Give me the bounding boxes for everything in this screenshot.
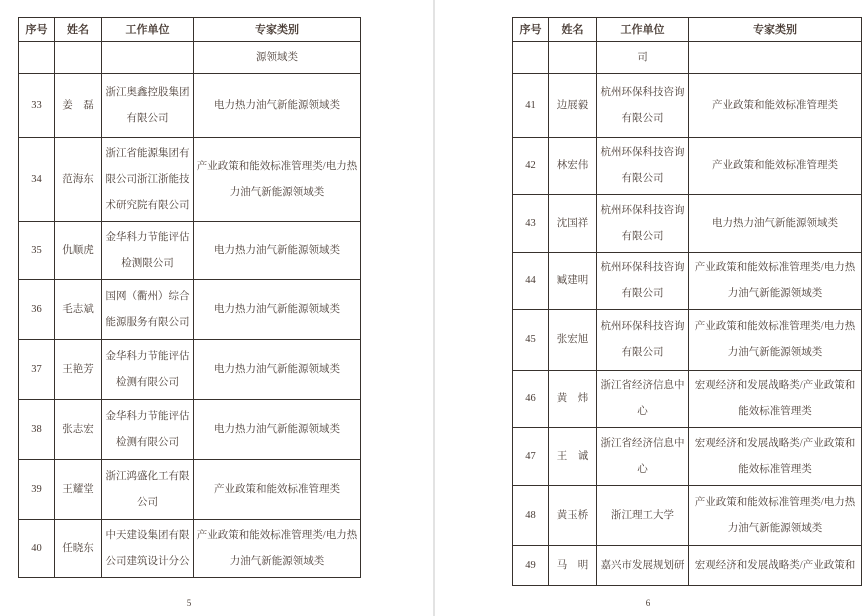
cell-category: 电力热力油气新能源领域类	[689, 195, 862, 253]
cell-name: 马 明	[549, 546, 597, 586]
document-page-6	[435, 0, 867, 616]
cell-name: 王 诚	[549, 428, 597, 486]
cell-no: 46	[513, 371, 549, 428]
cell-unit: 杭州环保科技咨询 有限公司	[597, 138, 689, 195]
cell-unit: 浙江奥鑫控股集团 有限公司	[102, 74, 194, 138]
cell-unit: 司	[597, 42, 689, 74]
cell-no: 38	[19, 400, 55, 460]
column-header-category: 专家类别	[194, 18, 361, 42]
cell-unit	[102, 42, 194, 74]
cell-unit: 杭州环保科技咨询 有限公司	[597, 253, 689, 310]
table-row-49	[513, 546, 862, 586]
cell-no: 37	[19, 340, 55, 400]
cell-name: 姜 磊	[55, 74, 102, 138]
cell-category: 源领域类	[194, 42, 361, 74]
cell-no: 36	[19, 280, 55, 340]
cell-no	[19, 42, 55, 74]
table-header-row	[19, 18, 361, 42]
cell-no: 42	[513, 138, 549, 195]
cell-unit: 杭州环保科技咨询 有限公司	[597, 310, 689, 371]
cell-name: 毛志斌	[55, 280, 102, 340]
cell-unit: 浙江理工大学	[597, 486, 689, 546]
cell-category: 产业政策和能效标准管理类/电力热 力油气新能源领域类	[194, 138, 361, 222]
table-row-40	[19, 520, 361, 578]
cell-name: 张宏旭	[549, 310, 597, 371]
cell-name: 林宏伟	[549, 138, 597, 195]
table-row-47	[513, 428, 862, 486]
cell-category: 电力热力油气新能源领域类	[194, 340, 361, 400]
cell-category: 产业政策和能效标准管理类	[689, 74, 862, 138]
cell-name: 范海东	[55, 138, 102, 222]
cell-unit: 浙江省经济信息中 心	[597, 371, 689, 428]
cell-no: 44	[513, 253, 549, 310]
cell-category: 电力热力油气新能源领域类	[194, 222, 361, 280]
table-row-33	[19, 74, 361, 138]
cell-category: 电力热力油气新能源领域类	[194, 400, 361, 460]
table-row-48	[513, 486, 862, 546]
cell-category: 电力热力油气新能源领域类	[194, 280, 361, 340]
column-header-category: 专家类别	[689, 18, 862, 42]
table-row-carryover	[19, 42, 361, 74]
column-header-no: 序号	[19, 18, 55, 42]
cell-unit: 金华科力节能评估 检测有限公司	[102, 400, 194, 460]
table-row-46	[513, 371, 862, 428]
cell-no: 49	[513, 546, 549, 586]
column-header-unit: 工作单位	[102, 18, 194, 42]
cell-no: 45	[513, 310, 549, 371]
cell-category: 产业政策和能效标准管理类/电力热 力油气新能源领域类	[689, 486, 862, 546]
cell-name: 黄玉桥	[549, 486, 597, 546]
cell-category: 宏观经济和发展战略类/产业政策和 能效标准管理类	[689, 428, 862, 486]
cell-unit: 金华科力节能评估 检测有限公司	[102, 340, 194, 400]
cell-name: 任晓东	[55, 520, 102, 578]
cell-no: 33	[19, 74, 55, 138]
document-page-5	[0, 0, 433, 616]
column-header-unit: 工作单位	[597, 18, 689, 42]
table-row-35	[19, 222, 361, 280]
table-row-41	[513, 74, 862, 138]
cell-category: 电力热力油气新能源领域类	[194, 74, 361, 138]
table-row-37	[19, 340, 361, 400]
expert-roster-table-page-5	[18, 17, 361, 578]
cell-unit: 中天建设集团有限 公司建筑设计分公	[102, 520, 194, 578]
cell-name: 沈国祥	[549, 195, 597, 253]
column-header-name: 姓名	[55, 18, 102, 42]
cell-unit: 浙江鸿盛化工有限 公司	[102, 460, 194, 520]
cell-name: 边展毅	[549, 74, 597, 138]
cell-category	[689, 42, 862, 74]
cell-no: 34	[19, 138, 55, 222]
expert-roster-table-page-6	[512, 17, 862, 586]
cell-no: 47	[513, 428, 549, 486]
cell-no: 41	[513, 74, 549, 138]
page-number: 6	[645, 598, 651, 608]
table-row-43	[513, 195, 862, 253]
cell-unit: 嘉兴市发展规划研	[597, 546, 689, 586]
table-row-36	[19, 280, 361, 340]
cell-no	[513, 42, 549, 74]
cell-name	[55, 42, 102, 74]
cell-no: 43	[513, 195, 549, 253]
cell-unit: 杭州环保科技咨询 有限公司	[597, 74, 689, 138]
cell-name: 仇顺虎	[55, 222, 102, 280]
cell-category: 产业政策和能效标准管理类	[689, 138, 862, 195]
page-number: 5	[186, 598, 192, 608]
cell-category: 产业政策和能效标准管理类/电力热 力油气新能源领域类	[689, 253, 862, 310]
table-row-39	[19, 460, 361, 520]
table-row-38	[19, 400, 361, 460]
cell-no: 35	[19, 222, 55, 280]
cell-category: 产业政策和能效标准管理类/电力热 力油气新能源领域类	[689, 310, 862, 371]
column-header-name: 姓名	[549, 18, 597, 42]
column-header-no: 序号	[513, 18, 549, 42]
cell-category: 产业政策和能效标准管理类	[194, 460, 361, 520]
cell-name: 王耀堂	[55, 460, 102, 520]
cell-category: 产业政策和能效标准管理类/电力热 力油气新能源领域类	[194, 520, 361, 578]
cell-unit: 国网（衢州）综合 能源服务有限公司	[102, 280, 194, 340]
cell-name: 张志宏	[55, 400, 102, 460]
table-row-42	[513, 138, 862, 195]
table-header-row	[513, 18, 862, 42]
cell-no: 40	[19, 520, 55, 578]
cell-no: 48	[513, 486, 549, 546]
table-row-45	[513, 310, 862, 371]
table-row-44	[513, 253, 862, 310]
cell-category: 宏观经济和发展战略类/产业政策和 能效标准管理类	[689, 371, 862, 428]
cell-name: 黄 炜	[549, 371, 597, 428]
cell-name	[549, 42, 597, 74]
table-row-34	[19, 138, 361, 222]
cell-unit: 杭州环保科技咨询 有限公司	[597, 195, 689, 253]
cell-category: 宏观经济和发展战略类/产业政策和	[689, 546, 862, 586]
cell-unit: 浙江省能源集团有 限公司浙江浙能技 术研究院有限公司	[102, 138, 194, 222]
cell-name: 王艳芳	[55, 340, 102, 400]
cell-unit: 金华科力节能评估 检测限公司	[102, 222, 194, 280]
table-row-carryover	[513, 42, 862, 74]
cell-no: 39	[19, 460, 55, 520]
cell-unit: 浙江省经济信息中 心	[597, 428, 689, 486]
cell-name: 臧建明	[549, 253, 597, 310]
